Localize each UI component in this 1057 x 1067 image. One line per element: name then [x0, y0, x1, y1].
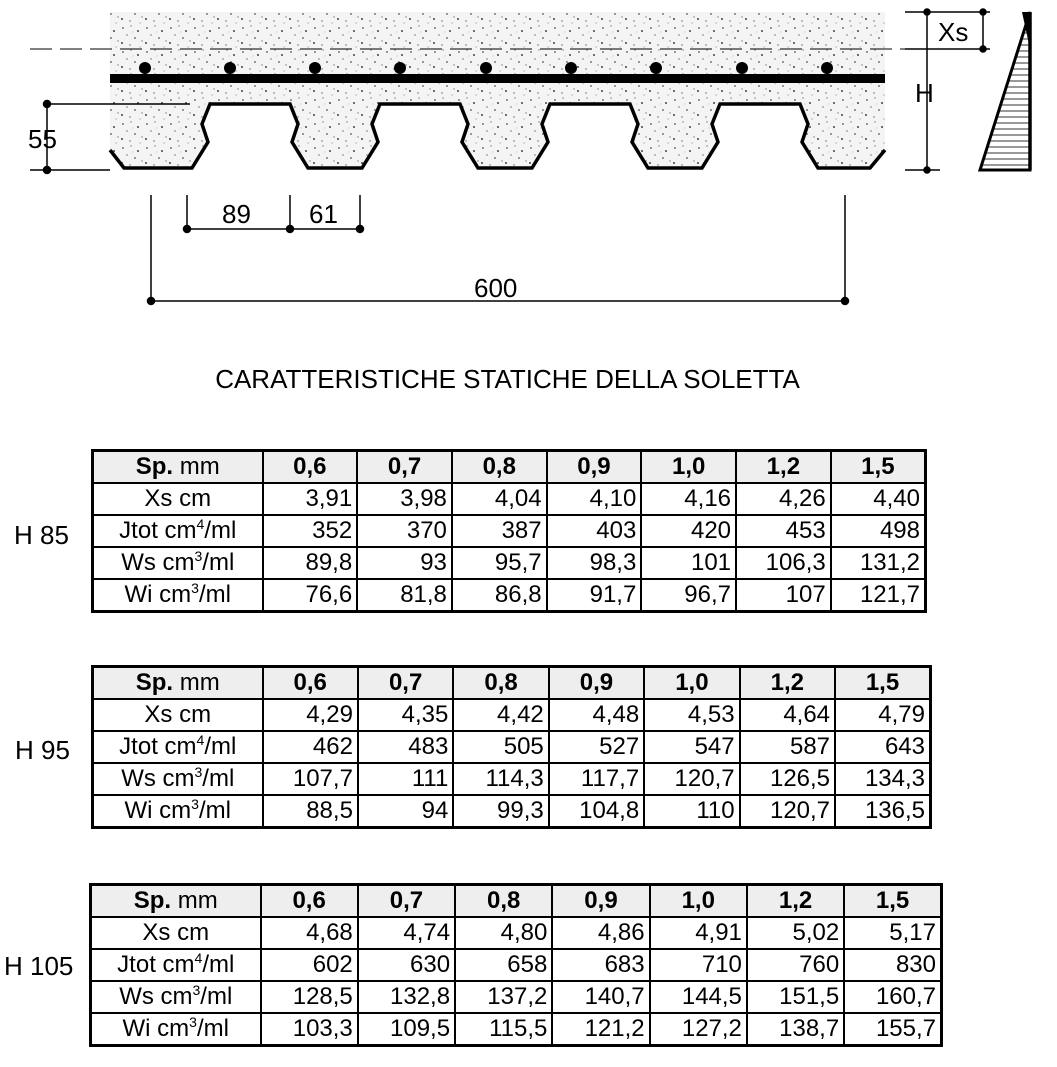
table-row — [91, 981, 942, 1013]
cell: 126,5 — [740, 763, 835, 795]
rebar — [110, 74, 885, 83]
cell: 101 — [641, 547, 736, 579]
cell: 658 — [455, 949, 552, 981]
cell: 1,2 — [740, 667, 835, 700]
table-row — [91, 917, 942, 949]
cell: 483 — [358, 731, 453, 763]
cell: 121,7 — [831, 579, 926, 612]
cell: 453 — [736, 515, 831, 547]
cell: 0,6 — [263, 451, 358, 484]
row-label-ws: Ws $cm^3/ml$ — [91, 981, 261, 1013]
cell: 4,26 — [736, 483, 831, 515]
cell: 0,7 — [358, 667, 453, 700]
cell: 587 — [740, 731, 835, 763]
table-row — [93, 483, 926, 515]
cell: 352 — [263, 515, 358, 547]
cell: 107,7 — [263, 763, 358, 795]
row-label-wi: Wi $cm^3/ml$ — [93, 795, 263, 828]
cell: 138,7 — [747, 1013, 844, 1046]
cell: 462 — [263, 731, 358, 763]
cell: 95,7 — [452, 547, 547, 579]
cell: 106,3 — [736, 547, 831, 579]
cell: 830 — [844, 949, 941, 981]
cell: 4,53 — [644, 699, 739, 731]
cell: 4,79 — [835, 699, 930, 731]
table-row — [93, 451, 926, 484]
cell: 4,48 — [549, 699, 644, 731]
cell: 137,2 — [455, 981, 552, 1013]
cell: 121,2 — [552, 1013, 649, 1046]
cell: 4,68 — [261, 917, 358, 949]
cell: 4,40 — [831, 483, 926, 515]
cell: 136,5 — [835, 795, 930, 828]
cell: 0,9 — [549, 667, 644, 700]
table-row — [91, 949, 942, 981]
cell: 1,0 — [644, 667, 739, 700]
cell: 1,5 — [835, 667, 930, 700]
cell: 120,7 — [644, 763, 739, 795]
cell: 117,7 — [549, 763, 644, 795]
cell: 110 — [644, 795, 739, 828]
dim-h-label: H — [915, 78, 934, 108]
cell: 128,5 — [261, 981, 358, 1013]
page-title: CARATTERISTICHE STATICHE DELLA SOLETTA — [215, 364, 800, 394]
cell: 643 — [835, 731, 930, 763]
cell: 3,98 — [357, 483, 452, 515]
cell: 144,5 — [650, 981, 747, 1013]
cell: 0,9 — [552, 885, 649, 918]
table-row — [93, 547, 926, 579]
slab-cross-section-diagram — [0, 0, 1057, 330]
cell: 4,10 — [547, 483, 642, 515]
table-label-h105: H 105 — [4, 951, 74, 981]
cell: 4,42 — [453, 699, 548, 731]
cell: 1,0 — [641, 451, 736, 484]
concrete-slab — [110, 12, 885, 168]
cell: 93 — [357, 547, 452, 579]
table-row — [93, 515, 926, 547]
table-row — [93, 699, 931, 731]
cell: 420 — [641, 515, 736, 547]
dim-top-label: 61 — [309, 199, 338, 229]
cell: 96,7 — [641, 579, 736, 612]
cell: 127,2 — [650, 1013, 747, 1046]
cell: 107 — [736, 579, 831, 612]
cell: 3,91 — [263, 483, 358, 515]
cell: 0,9 — [547, 451, 642, 484]
dim-width-label: 600 — [474, 273, 518, 303]
cell: 403 — [547, 515, 642, 547]
table-row — [93, 795, 931, 828]
dim-xs-label: Xs — [938, 17, 969, 47]
cell: 1,5 — [844, 885, 941, 918]
properties-table-h95 — [91, 665, 932, 829]
row-label-ws: Ws $cm^3/ml$ — [93, 547, 263, 579]
properties-table-h85 — [91, 449, 927, 613]
cell: 602 — [261, 949, 358, 981]
cell: 370 — [357, 515, 452, 547]
cell: 387 — [452, 515, 547, 547]
cell: 0,8 — [452, 451, 547, 484]
cell: 115,5 — [455, 1013, 552, 1046]
cell: 0,6 — [263, 667, 358, 700]
cell: 1,2 — [747, 885, 844, 918]
dim-rib-height-label: 55 — [28, 124, 57, 154]
table-row — [93, 763, 931, 795]
cell: 103,3 — [261, 1013, 358, 1046]
cell: 1,0 — [650, 885, 747, 918]
cell: 1,2 — [736, 451, 831, 484]
cell: 86,8 — [452, 579, 547, 612]
cell: 91,7 — [547, 579, 642, 612]
cell: 760 — [747, 949, 844, 981]
cell: 81,8 — [357, 579, 452, 612]
row-label-xs: Xs cm — [93, 483, 263, 515]
row-label-thickness: Sp. mm — [93, 667, 263, 700]
cell: 683 — [552, 949, 649, 981]
cell: 151,5 — [747, 981, 844, 1013]
cell: 76,6 — [263, 579, 358, 612]
row-label-thickness: Sp. mm — [91, 885, 261, 918]
row-label-wi: Wi $cm^3/ml$ — [93, 579, 263, 612]
cell: 527 — [549, 731, 644, 763]
cell: 710 — [650, 949, 747, 981]
row-label-jtot: Jtot $cm^4/ml$ — [91, 949, 261, 981]
cell: 547 — [644, 731, 739, 763]
table-row — [91, 885, 942, 918]
cell: 88,5 — [263, 795, 358, 828]
properties-table-h105 — [89, 883, 943, 1047]
cell: 498 — [831, 515, 926, 547]
cell: 131,2 — [831, 547, 926, 579]
table-row — [93, 667, 931, 700]
row-label-ws: Ws $cm^3/ml$ — [93, 763, 263, 795]
cell: 4,91 — [650, 917, 747, 949]
cell: 4,16 — [641, 483, 736, 515]
stress-diagram — [980, 12, 1030, 170]
row-label-wi: Wi $cm^3/ml$ — [91, 1013, 261, 1046]
table-row — [93, 579, 926, 612]
cell: 630 — [358, 949, 455, 981]
cell: 94 — [358, 795, 453, 828]
cell: 109,5 — [358, 1013, 455, 1046]
row-label-jtot: Jtot $cm^4/ml$ — [93, 515, 263, 547]
dim-bottom-label: 89 — [222, 199, 251, 229]
cell: 4,35 — [358, 699, 453, 731]
cell: 4,86 — [552, 917, 649, 949]
row-label-thickness: Sp. mm — [93, 451, 263, 484]
cell: 4,80 — [455, 917, 552, 949]
cell: 0,8 — [453, 667, 548, 700]
cell: 505 — [453, 731, 548, 763]
cell: 140,7 — [552, 981, 649, 1013]
cell: 98,3 — [547, 547, 642, 579]
cell: 99,3 — [453, 795, 548, 828]
cell: 114,3 — [453, 763, 548, 795]
cell: 155,7 — [844, 1013, 941, 1046]
table-label-h85: H 85 — [14, 520, 69, 550]
cell: 104,8 — [549, 795, 644, 828]
cell: 4,64 — [740, 699, 835, 731]
cell: 111 — [358, 763, 453, 795]
cell: 89,8 — [263, 547, 358, 579]
cell: 4,29 — [263, 699, 358, 731]
cell: 4,04 — [452, 483, 547, 515]
table-row — [93, 731, 931, 763]
cell: 0,7 — [358, 885, 455, 918]
table-label-h95: H 95 — [15, 735, 70, 765]
table-row — [91, 1013, 942, 1046]
cell: 4,74 — [358, 917, 455, 949]
cell: 132,8 — [358, 981, 455, 1013]
cell: 120,7 — [740, 795, 835, 828]
cell: 0,6 — [261, 885, 358, 918]
row-label-xs: Xs cm — [91, 917, 261, 949]
row-label-jtot: Jtot $cm^4/ml$ — [93, 731, 263, 763]
cell: 0,7 — [357, 451, 452, 484]
cell: 134,3 — [835, 763, 930, 795]
cell: 0,8 — [455, 885, 552, 918]
row-label-xs: Xs cm — [93, 699, 263, 731]
cell: 160,7 — [844, 981, 941, 1013]
cell: 1,5 — [831, 451, 926, 484]
cell: 5,17 — [844, 917, 941, 949]
cell: 5,02 — [747, 917, 844, 949]
